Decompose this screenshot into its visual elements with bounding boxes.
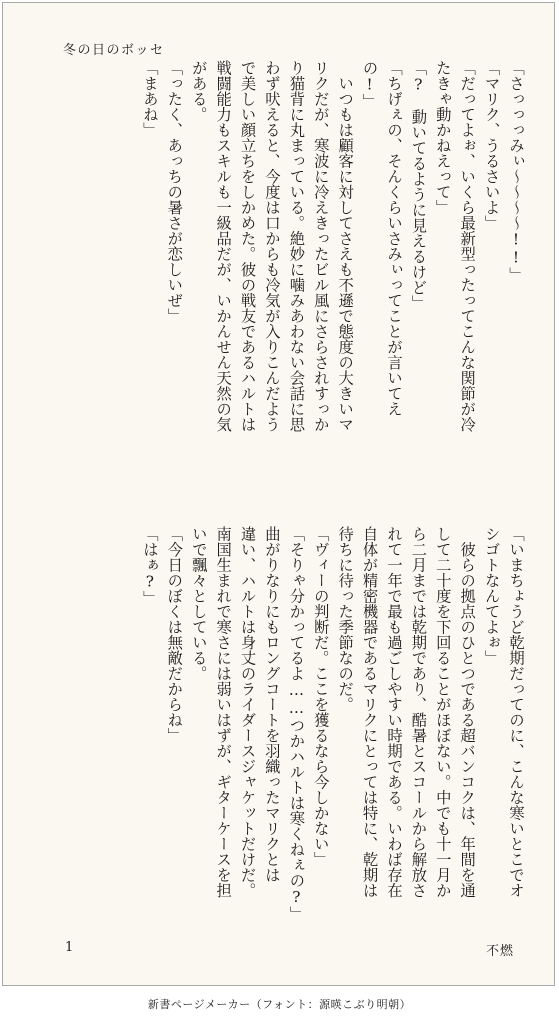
- text-line: して二十度を下回ることがほぼない。中でも十一月か: [433, 526, 452, 898]
- text-line: わず吠えると、今度は口からも冷気が入りこんだよう: [262, 60, 281, 432]
- text-line: 「マリク、うるさいよ」: [482, 60, 501, 231]
- text-line: 彼らの拠点のひとつである超バンコクは、年間を通: [458, 526, 477, 898]
- text-line: がある。: [189, 60, 208, 122]
- text-line: 待ちに待った季節なのだ。: [336, 526, 355, 712]
- text-line: 「まあね」: [140, 60, 159, 138]
- text-line: 「いまちょうど乾期だってのに、こんな寒いとこでオ: [507, 526, 525, 898]
- text-line: リクだが、寒波に冷えきったビル風にさらされすっか: [311, 60, 330, 432]
- text-line: で美しい顔立ちをしかめた。彼の戦友であるハルトは: [238, 60, 257, 432]
- text-line: 違い、ハルトは身丈のライダースジャケットだけだ。: [238, 526, 257, 898]
- text-line: 「? 動いてるように見えるけど」: [409, 60, 428, 311]
- text-line: れて一年で最も過ごしやすい時期である。いわば存在: [384, 526, 403, 898]
- text-line: 「はぁ?」: [140, 526, 159, 607]
- text-line: 自体が精密機器であるマリクにとっては特に、乾期は: [360, 526, 379, 898]
- text-line: ら二月までは乾期であり、酷暑とスコールから解放さ: [409, 526, 428, 898]
- text-line: 「だってよぉ、いくら最新型ったってこんな関節が冷: [458, 60, 477, 432]
- text-line: り猫背に丸まっている。絶妙に噛みあわない会話に思: [287, 60, 306, 432]
- text-line: いで飄々としている。: [189, 526, 208, 681]
- text-line: の!」: [360, 60, 379, 110]
- text-line: 南国生まれで寒さには弱いはずが、ギターケースを担: [214, 526, 233, 898]
- page-number: 1: [65, 940, 74, 955]
- top-text-block: [138, 60, 529, 472]
- running-title: 冬の日のボッセ: [63, 43, 165, 58]
- text-line: 曲がりなりにもロングコートを羽織ったマリクとは: [262, 526, 281, 883]
- text-line: たきゃ動かねえって」: [433, 60, 452, 215]
- text-line: 「さっっっみぃ〜〜〜〜!!」: [507, 60, 525, 283]
- text-line: 戦闘能力もスキルも一級品だが、いかんせん天然の気: [214, 60, 233, 432]
- text-line: シゴトなんてよぉ」: [482, 526, 501, 666]
- footer-credit: 新書ページメーカー（フォント：源暎こぶり明朝）: [147, 998, 412, 1011]
- text-line: 「ヴィーの判断だ。ここを獲るなら今しかない」: [311, 526, 330, 867]
- author-name: 不燃: [485, 944, 514, 959]
- text-line: 「そりゃ分かってるよ……つかハルトは寒くねぇの?」: [287, 526, 306, 922]
- text-line: いつもは顧客に対してさえも不遜で態度の大きいマ: [336, 60, 355, 432]
- bottom-text-block: [138, 526, 529, 938]
- text-line: 「ちげぇの、そんくらいさみぃってことが言いてえ: [384, 60, 403, 417]
- book-page: [2, 2, 555, 986]
- text-line: 「ったく、あっちの暑さが恋しいぜ」: [165, 60, 184, 324]
- text-line: 「今日のぼくは無敵だからね」: [165, 526, 184, 743]
